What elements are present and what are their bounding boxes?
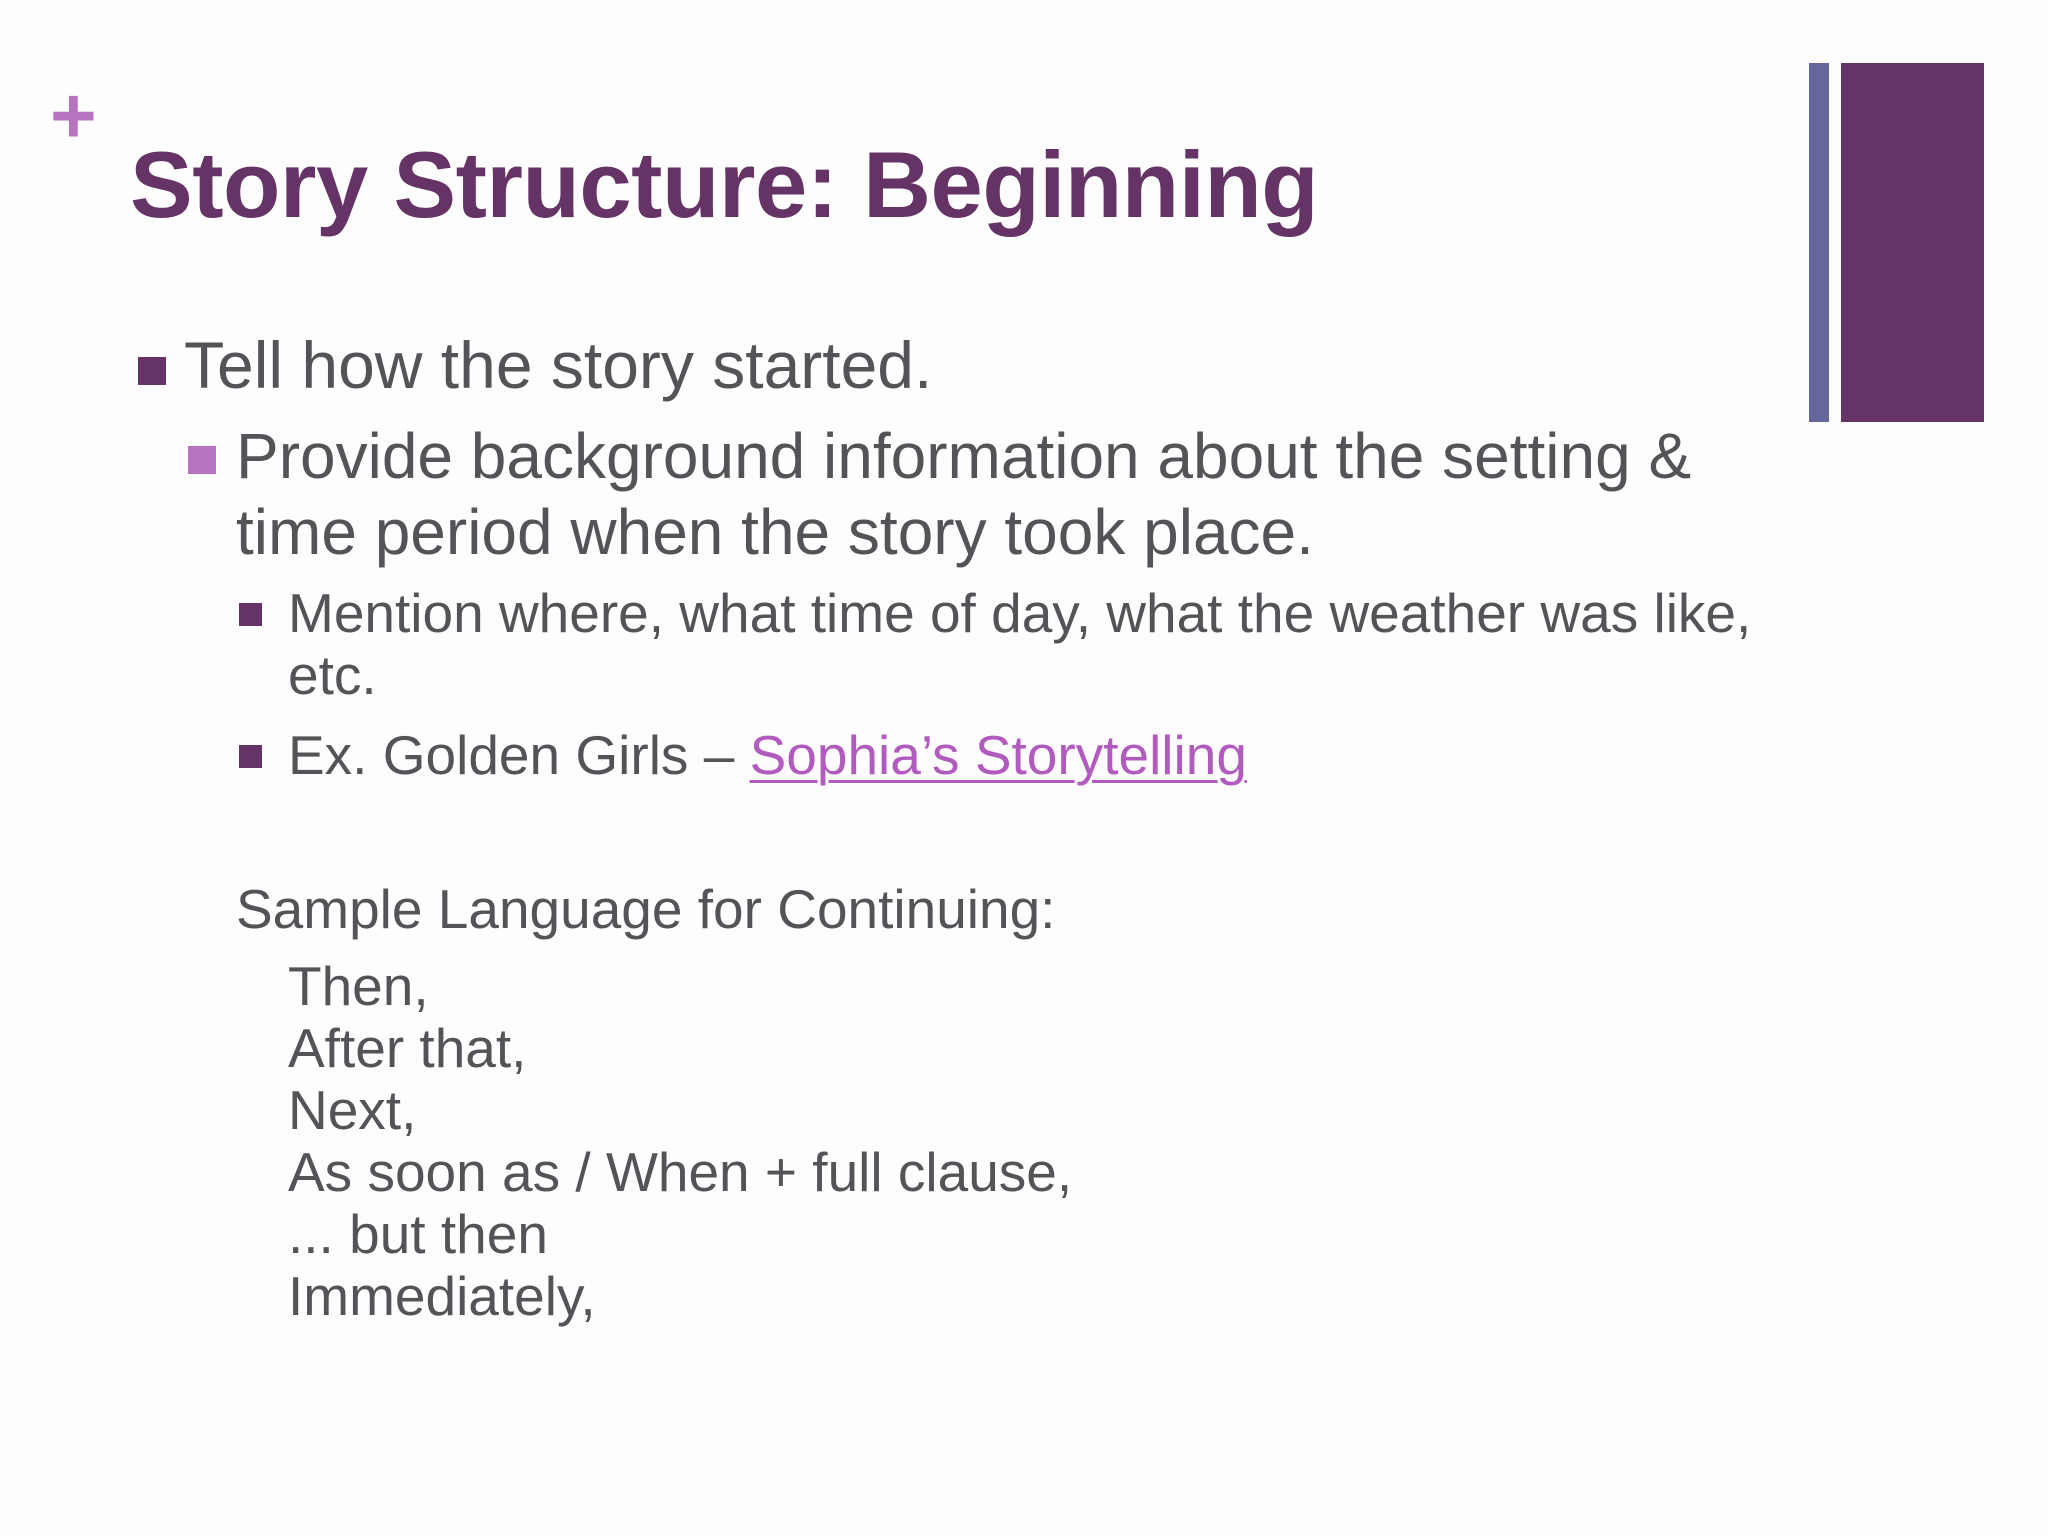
bullet-level2: Provide background information about the setting & time period when the story took place. <box>236 420 1692 568</box>
accent-bar-thick <box>1841 63 1984 422</box>
sample-phrases-list <box>288 955 1072 1327</box>
sample-phrase: Next, <box>288 1079 417 1141</box>
slide-title: Story Structure: Beginning <box>130 132 1319 237</box>
sample-phrase: Then, <box>288 955 429 1017</box>
sample-phrase: After that, <box>288 1017 527 1079</box>
sample-language-heading: Sample Language for Continuing: <box>236 878 1056 940</box>
bullet-level3-details: Mention where, what time of day, what the weather was like, etc. <box>288 582 1752 706</box>
bullet-level1: Tell how the story started. <box>184 328 933 402</box>
bullet-square-icon <box>239 745 262 768</box>
plus-icon: + <box>50 71 97 160</box>
sophias-storytelling-link[interactable]: Sophia’s Storytelling <box>749 724 1247 786</box>
example-prefix: Ex. Golden Girls – <box>288 724 750 786</box>
accent-bar-thin <box>1809 63 1829 422</box>
bullet-level3-example <box>288 724 1758 786</box>
sample-phrase: As soon as / When + full clause, <box>288 1141 1073 1203</box>
bullet-square-icon <box>138 357 166 385</box>
sample-phrase: Immediately, <box>288 1265 596 1327</box>
bullet-square-icon <box>239 603 262 626</box>
bullet-square-icon <box>188 446 216 474</box>
sample-phrase: ... but then <box>288 1203 548 1265</box>
